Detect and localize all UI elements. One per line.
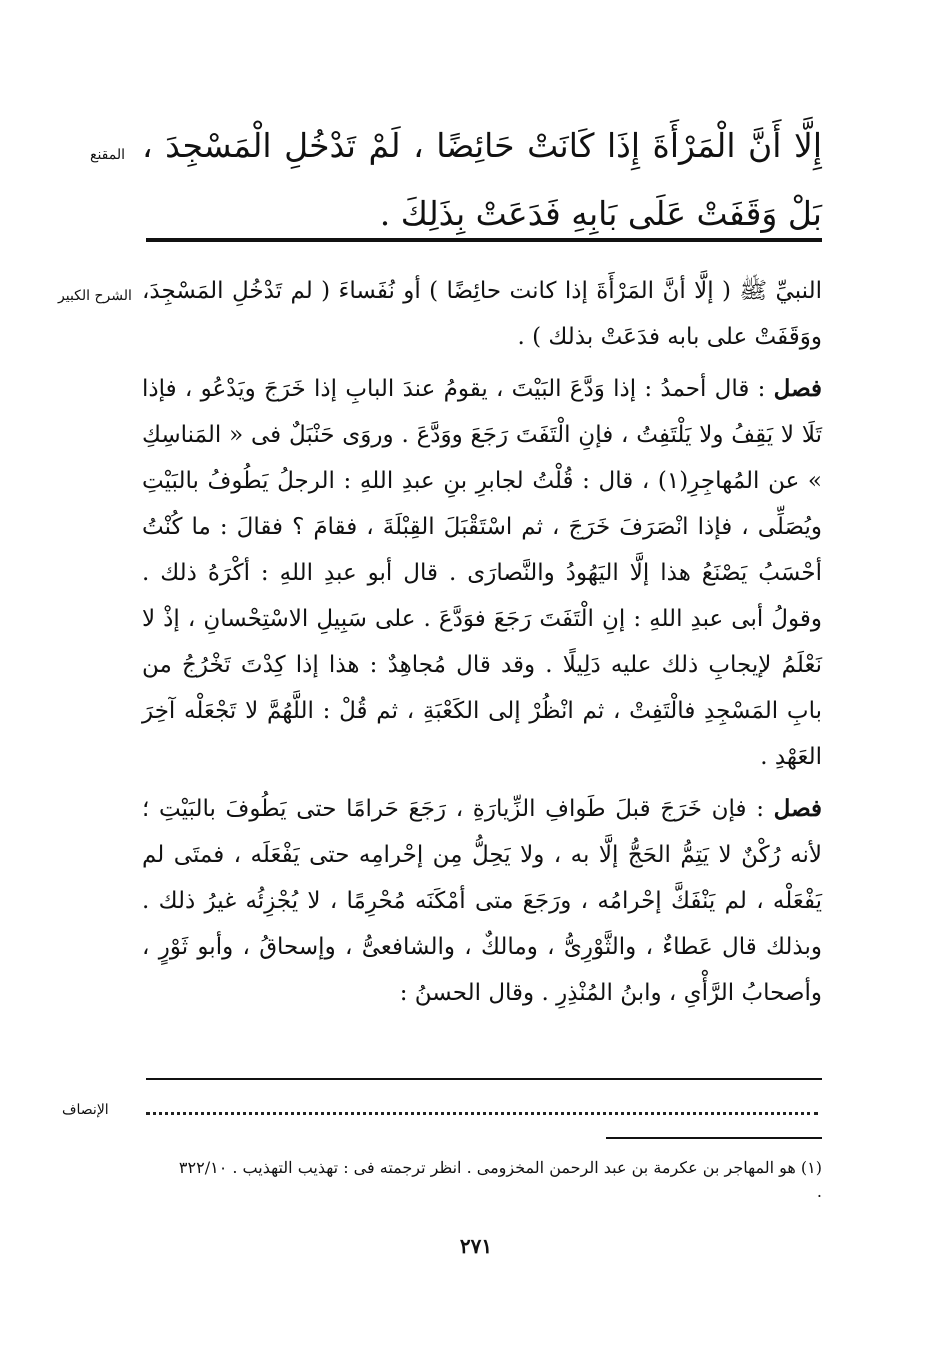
fasl-body-2: : فإن خَرَجَ قبلَ طَوافِ الزِّيارَةِ ، رَجَعَ حَرامًا حتى يَطُوفَ بالبَيْتِ ؛ لأنه رُكْنٌ لا يَتِمُّ الحَجُّ إلَّا به ، ولا يَحِلُّ مِن إحْرامِه حتى يَفْعَلَه ، فمتَى لم يَفْعَلْه ، لم يَنْفَكَّ إحْرامُه ، ورَجَعَ متى أمْكَنَه مُحْرِمًا ، لا يُجْزِئُه غيرُ ذلك . وبذلك قال عَطاءٌ ، والثَّوْرِىُّ ، ومالكٌ ، والشافعىُّ ، وإسحاقُ ، وأبو ثَوْرٍ ، وأصحابُ الرَّأْىِ ، وابنُ المُنْذِرِ . وقال الحسنُ : (142, 796, 822, 1006)
matn-separator-rule (146, 238, 822, 242)
margin-label-sharh-kabir: الشرح الكبير (58, 288, 132, 304)
fasl-paragraph-1 (142, 366, 822, 780)
sharh-separator-rule (146, 1078, 822, 1080)
fasl-paragraph-2 (142, 786, 822, 1016)
margin-label-insaf: الإنصاف (62, 1102, 109, 1118)
fasl-heading-2: فصل (773, 795, 823, 822)
sharh-text (142, 268, 822, 1016)
sharh-intro-paragraph: النبيِّ ﷺ ( إلَّا أنَّ المَرْأَةَ إذا كانت حائِضًا ) أو نُفَساءَ ( لم تَدْخُلِ المَسْجِدَ، ووَقَفَتْ على بابه فدَعَتْ بذلك ) . (142, 278, 822, 350)
fasl-heading-1: فصل (773, 375, 823, 402)
insaf-dotted-line (146, 1102, 818, 1115)
page-number: ٢٧١ (459, 1234, 493, 1258)
fasl-body-1: : قال أحمدُ : إذا وَدَّعَ البَيْتَ ، يقومُ عندَ البابِ إذا خَرَجَ ويَدْعُو ، فإذا تَلَا لا يَقِفُ ولا يَلْتَفِتُ ، فإنِ الْتَفَتَ رَجَعَ ووَدَّعَ . وروَى حَنْبَلٌ فى « المَناسِكِ » عن المُهاجِرِ(١) ، قال : قُلْتُ لجابرِ بنِ عبدِ اللهِ : الرجلُ يَطُوفُ بالبَيْتِ ويُصَلِّى ، فإذا انْصَرَفَ خَرَجَ ، ثم اسْتَقْبَلَ القِبْلَةَ ، فقامَ ؟ فقالَ : ما كُنْتُ أحْسَبُ يَصْنَعُ هذا إلَّا اليَهُودُ والنَّصارَى . قال أبو عبدِ اللهِ : أكْرَهُ ذلك . وقولُ أبى عبدِ اللهِ : إنِ الْتَفَتَ رَجَعَ فوَدَّعَ . على سَبِيلِ الاسْتِحْسانِ ، إذْ لا نَعْلَمُ لإيجابِ ذلك عليه دَلِيلًا . وقد قال مُجاهِدٌ : هذا إذا كِدْتَ تَخْرُجُ من بابِ المَسْجِدِ فالْتَفِتْ ، ثم انْظُرْ إلى الكَعْبَةِ ، ثم قُلْ : اللَّهُمَّ لا تَجْعَلْه آخِرَ العَهْدِ . (142, 376, 822, 770)
matn-text: إِلَّا أَنَّ الْمَرْأَةَ إِذَا كَانَتْ حَائِضًا ، لَمْ تَدْخُلِ الْمَسْجِدَ ، بَلْ وَقَفَتْ عَلَى بَابِهِ فَدَعَتْ بِذَلِكَ . (142, 126, 822, 233)
margin-label-muqni: المقنع (90, 147, 126, 163)
footnote-separator-rule (606, 1137, 822, 1139)
footnote-text: (١) هو المهاجر بن عكرمة بن عبد الرحمن المخزومى . انظر ترجمته فى : تهذيب التهذيب . ٣٢٢/١٠ . (178, 1158, 822, 1201)
